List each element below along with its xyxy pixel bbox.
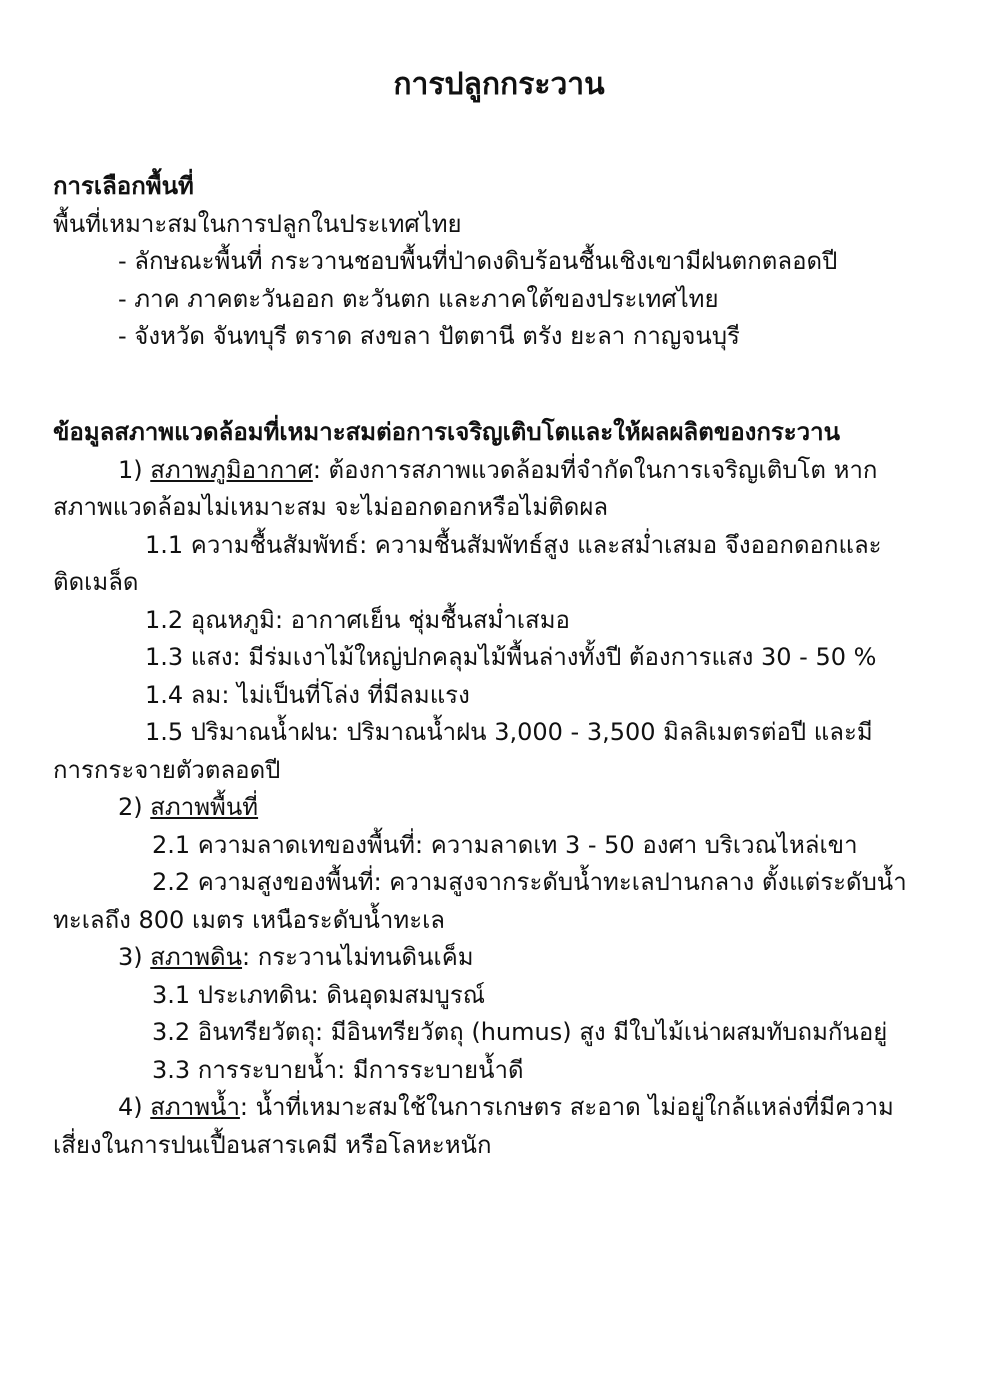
bullet-provinces: - จังหวัด จันทบุรี ตราด สงขลา ปัตตานี ตรัง ยะลา กาญจนบุรี <box>118 322 740 350</box>
item-water <box>118 1088 894 1126</box>
sub-item-drainage: 3.3 การระบายน้ำ: มีการระบายน้ำดี <box>152 1056 524 1084</box>
item-text: : น้ำที่เหมาะสมใช้ในการเกษตร สะอาด ไม่อยู่ใกล้แหล่งที่มีความ <box>239 1093 894 1121</box>
sub-item-humidity-continued: ติดเมล็ด <box>53 568 139 596</box>
item-number: 2) <box>118 793 151 821</box>
sub-item-light: 1.3 แสง: มีร่มเงาไม้ใหญ่ปกคลุมไม้พื้นล่างทั้งปี ต้องการแสง 30 - 50 % <box>145 643 877 671</box>
document-title: การปลูกกระวาน <box>393 67 605 102</box>
sub-item-elevation: 2.2 ความสูงของพื้นที่: ความสูงจากระดับน้ำทะเลปานกลาง ตั้งแต่ระดับน้ำ <box>152 868 907 896</box>
bullet-area-characteristics: - ลักษณะพื้นที่ กระวานชอบพื้นที่ป่าดงดิบร้อนชื้นเชิงเขามีฝนตกตลอดปี <box>118 247 838 275</box>
item-number: 4) <box>118 1093 151 1121</box>
section-heading-site-selection: การเลือกพื้นที่ <box>53 172 194 200</box>
item-label-soil: สภาพดิน <box>150 943 243 971</box>
sub-item-temperature: 1.2 อุณหภูมิ: อากาศเย็น ชุ่มชื้นสม่ำเสมอ <box>145 606 570 634</box>
item-terrain <box>118 788 258 826</box>
bullet-regions: - ภาค ภาคตะวันออก ตะวันตก และภาคใต้ของประเทศไทย <box>118 285 719 313</box>
item-climate-continued: สภาพแวดล้อมไม่เหมาะสม จะไม่ออกดอกหรือไม่ติดผล <box>53 493 609 521</box>
item-text: : กระวานไม่ทนดินเค็ม <box>242 943 474 971</box>
sub-item-wind: 1.4 ลม: ไม่เป็นที่โล่ง ที่มีลมแรง <box>145 681 470 709</box>
sub-item-elevation-continued: ทะเลถึง 800 เมตร เหนือระดับน้ำทะเล <box>53 906 446 934</box>
item-label-terrain: สภาพพื้นที่ <box>150 793 259 821</box>
item-climate <box>118 451 877 489</box>
sub-item-soil-type: 3.1 ประเภทดิน: ดินอุดมสมบูรณ์ <box>152 981 486 1009</box>
sub-item-rainfall-continued: การกระจายตัวตลอดปี <box>53 756 281 784</box>
item-text: : ต้องการสภาพแวดล้อมที่จำกัดในการเจริญเติบโต หาก <box>312 456 878 484</box>
item-label-climate: สภาพภูมิอากาศ <box>150 456 313 484</box>
item-soil <box>118 938 474 976</box>
item-number: 1) <box>118 456 151 484</box>
item-water-continued: เสี่ยงในการปนเปื้อนสารเคมี หรือโลหะหนัก <box>53 1131 492 1159</box>
sub-item-rainfall: 1.5 ปริมาณน้ำฝน: ปริมาณน้ำฝน 3,000 - 3,500 มิลลิเมตรต่อปี และมี <box>145 718 873 746</box>
sub-item-humidity: 1.1 ความชื้นสัมพัทธ์: ความชื้นสัมพัทธ์สูง และสม่ำเสมอ จึงออกดอกและ <box>145 531 882 559</box>
section-intro: พื้นที่เหมาะสมในการปลูกในประเทศไทย <box>53 210 462 238</box>
sub-item-organic-matter: 3.2 อินทรียวัตถุ: มีอินทรียวัตถุ (humus) สูง มีใบไม้เน่าผสมทับถมกันอยู่ <box>152 1018 888 1046</box>
section-heading-environment: ข้อมูลสภาพแวดล้อมที่เหมาะสมต่อการเจริญเติบโตและให้ผลผลิตของกระวาน <box>53 418 841 446</box>
item-label-water: สภาพน้ำ <box>150 1093 240 1121</box>
item-number: 3) <box>118 943 151 971</box>
sub-item-slope: 2.1 ความลาดเทของพื้นที่: ความลาดเท 3 - 50 องศา บริเวณไหล่เขา <box>152 831 858 859</box>
